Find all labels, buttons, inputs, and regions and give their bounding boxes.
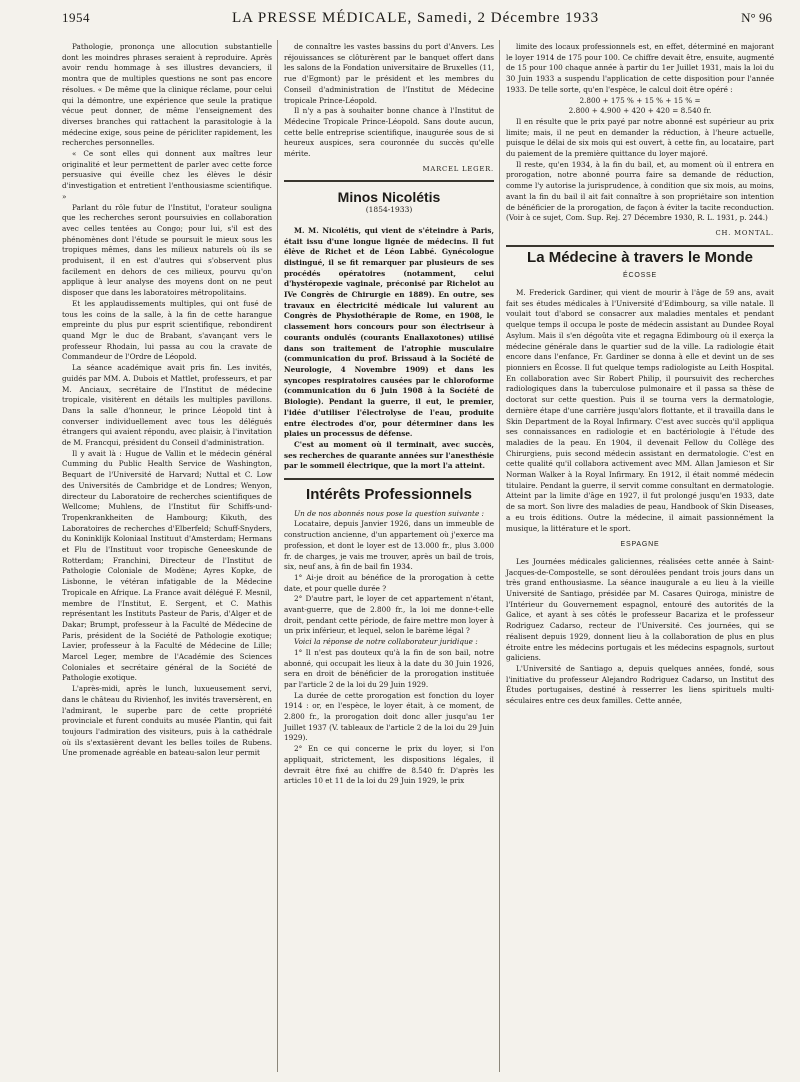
question-paragraph: Locataire, depuis Janvier 1926, dans un immeuble de construction ancienne, d'un appartement où j'exerce ma profession, et dont le loyer est de 13.000 fr., plus 3.000 fr. de charges, je vais me trouver, après un bail de trois, six, neuf ans, à fin de bail fin 1934.: [284, 519, 494, 572]
paragraph: M. Frederick Gardiner, qui vient de mourir à l'âge de 59 ans, avait fait ses études médicales à l'Université d'Edimbourg, sa ville natale. Il voulait tout d'abord se consacrer aux maladies mentales et pendant quelque temps il occupa le poste de médecin assistant au Dundee Royal Asylum. Mais il s'en dégoûta vite et regagna Edimbourg où il exerça la médecine générale dans le quartier sud de la ville. La radiologie était encore dans l'enfance, Fr. Gardiner se donna à elle et devint un de ses pionniers en Écosse. Il fut quelque temps radiologiste au Leith Hospital. En collaboration avec Sir Robert Philip, il poursuivit des recherches radiologiques dans la tuberculose pulmonaire et il passa sa thèse de doctorat sur cette question. Puis il se tourna vers la dermatologie, dernière étape d'une carrière jusqu'alors flottante, et il travailla dans le Skin Department de la Royal Infirmary. C'est avec succès qu'il appliqua ses connaissances en radiologie et en bactériologie à l'étude des maladies de la peau. En 1904, il devenait Fellow du Collège des Chirurgiens, puis second médecin assistant en dermatologie. C'est en cette qualité qu'il collabora activement avec MM. Allan Jamieson et Sir Norman Walker à la Royal Infirmary. En 1912, il était nommé médecin titulaire. Pendant la guerre, il servit comme consultant en dermatologie. Atteint par la limite d'âge en 1927, il fut prolongé jusqu'en 1933, date de sa mort. Son livre des maladies de peau, Handbook of Skin Diseases, a eu trois éditions. Outre la médecine, il aimait passionnément la musique, la littérature et le sport.: [506, 288, 774, 533]
paragraph: Il y avait là : Hugue de Vallin et le médecin général Cumming du Public Health Service de Washington, Bequart de l'Université de Harvard; Nuttal et C. Low des Universités de Cambridge et de Londres; Wenyon, directeur du Laboratoire de recherches scientifiques de Wellcome; Muhlens, de l'Institut für Schiffs-und-Tropenkrankheiten de Hambourg; Kikuth, des Laboratoires de recherches d'Elberfeld; Schuff-Snyders, du Koninklijk Koloniaal Instituut d'Amsterdam; Hermans et Flu de l'Instituut voor tropische Geneeskunde de Rotterdam; Franchini, Directeur de l'Institut de Pathologie Coloniale de Modène; Ayres Kopke, de Lisbonne, le vétéran infatigable de la Médecine Tropicale en Afrique. La France avait délégué F. Mesnil, membre de l'Institut, E. Sergent, et C. Mathis représentant les Instituts Pasteur de Paris, d'Alger et de Dakar; Brumpt, professeur à la Faculté de Médecine de Paris, président de la Société de Pathologie exotique; Lavier, professeur à la Faculté de Médecine de Lille; Marcel Leger, membre de l'Académie des Sciences Coloniales et secrétaire général de la Société de Pathologie exotique.: [62, 448, 272, 683]
paragraph: Et les applaudissements multiples, qui ont fusé de tous les coins de la salle, à la fin de cette harangue empreinte du plus pur esprit scientifique, rebondirent quand Mgr le duc de Brabant, s'avançant vers le professeur Rhodain, lui passa au cou la cravate de Commandeur de l'Ordre de Léopold.: [62, 298, 272, 362]
formula-line: 2.800 + 4.900 + 420 + 420 = 8.540 fr.: [568, 106, 712, 116]
column-rule-right: [499, 40, 500, 1072]
column-rule-left: [277, 40, 278, 1072]
paragraph: Les Journées médicales galiciennes, réalisées cette année à Saint-Jacques-de-Compostelle, se sont déroulées pendant trois jours dans un très grand enthousiasme. La séance inaugurale a eu lieu à la vieille Université de Santiago, présidée par M. Casares Quiroga, ministre de l'Intérieur du Gouvernement espagnol, entouré des autorités de la Galice, et ayant à ses côtés le professeur Bacariza et le professeur Rodriguez Cadarso, recteur de l'Université. Ces journées, qui se réalisent depuis 1929, donnent lieu à la collaboration de plus en plus étroite entre les médecins portugais et les médecins espagnols, surtout galiciens.: [506, 556, 774, 663]
obituary-dates: (1854-1933): [365, 205, 413, 215]
paragraph: La séance académique avait pris fin. Les invités, guidés par MM. A. Dubois et Mattlet, professeurs, et par M. Anciaux, secrétaire de l'Institut de médecine tropicale, visitèrent en détails les multiples pavillons. Dans la salle d'honneur, le prince Léopold tint à converser individuellement avec tous les délégués étrangers qui avaient répondu, avec plaisir, à l'invitation de M. Francqui, président du Conseil d'administration.: [62, 363, 272, 448]
paragraph: Pathologie, prononça une allocution substantielle dont les moindres phrases seraient à reproduire. Après avoir rendu hommage à ses illustres devanciers, il montra que de multiples questions ne sont pas encore résolues. « De même que la clinique réclame, pour celui qui la démontre, une expérience que seule la pratique vécue peut donner, de même l'enseignement des diverses branches qui rattachent la parasitologie à la médecine exige, sous peine de péricliter rapidement, les recherches personnelles.: [62, 42, 272, 148]
section-title-medecine-monde: La Médecine à travers le Monde: [527, 248, 753, 266]
paragraph: Il n'y a pas à souhaiter bonne chance à l'Institut de Médecine Tropicale Prince-Léopold. Sans doute aucun, cette belle entreprise scientifique, inaugurée sous de si heureux auspices, sera couronnée du succès qu'elle mérite.: [284, 106, 494, 159]
question-paragraph: 1° Ai-je droit au bénéfice de la prorogation à cette date, et pour quelle durée ?: [284, 572, 494, 593]
section-divider: [506, 245, 774, 247]
section-divider: [284, 478, 494, 480]
column-left: [62, 42, 272, 759]
page-header: [62, 10, 772, 34]
obituary-paragraph: C'est au moment où il terminait, avec succès, ses recherches de quarante années sur l'anesthésie par le sommeil électrique, que la mort l'a atteint.: [284, 439, 494, 471]
question-intro: Un de nos abonnés nous pose la question suivante :: [294, 508, 484, 518]
paragraph: Il en résulte que le prix payé par notre abonné est supérieur au prix limite; mais, il ne peut en demander la réduction, à l'heure actuelle, puisque le délai de six mois qui est ouvert, à cette fin, au locataire, part du paiement de la première quittance du loyer majoré.: [506, 116, 774, 159]
answer-paragraph: La durée de cette prorogation est fonction du loyer 1914 : or, en l'espèce, le loyer était, à ce moment, de 2.800 fr., la prorogation doit donc aller jusqu'au 1er Juillet 1937 (V. tableaux de l'article 2 de la loi du 29 Juin 1929).: [284, 690, 494, 743]
paragraph: « Ce sont elles qui donnent aux maîtres leur originalité et leur permettent de parler avec cette force persuasive qui éveille chez les élèves le désir d'investigation et entretient l'enthousiasme scientifique. »: [62, 149, 272, 201]
signature-montal: CH. MONTAL.: [715, 228, 774, 237]
section-title-interets: Intérêts Professionnels: [306, 486, 472, 504]
section-divider: [284, 180, 494, 182]
answer-paragraph: 2° En ce qui concerne le prix du loyer, si l'on appliquait, strictement, les dispositions légales, il devrait être fixé au chiffre de 8.540 fr. D'après les articles 10 et 11 de la loi du 29 Juin 1929, le prix: [284, 744, 494, 786]
paragraph: L'après-midi, après le lunch, luxueusement servi, dans le château du Rivienhof, les invités traversèrent, en l'admirant, le superbe parc de cette propriété provinciale et furent conduits au musée Plantin, qui fait toujours l'admiration des visiteurs, puis à la cathédrale où ils s'extasièrent devant les belles toiles de Rubens. Une promenade agréable en bateau-salon leur permit: [62, 684, 272, 758]
paragraph: de connaître les vastes bassins du port d'Anvers. Les réjouissances se clôturèrent par le banquet offert dans les salons de la Fondation universitaire de Bruxelles (11, rue d'Egmont) par le président et les membres du Conseil d'administration de l'Institut de Médecine tropicale Prince-Léopold.: [284, 42, 494, 105]
country-heading-espagne: ESPAGNE: [620, 541, 660, 549]
signature-marcel-leger: MARCEL LEGER.: [422, 164, 494, 173]
answer-intro: Voici la réponse de notre collaborateur juridique :: [294, 637, 478, 647]
paragraph: L'Université de Santiago a, depuis quelques années, fondé, sous l'initiative du professeur Alejandro Rodriguez Cadarso, un Institut des Études portugaises, destiné à resserrer les liens spirituels multi-séculaires entre ces deux familles. Cette année,: [506, 663, 774, 706]
paragraph: limite des locaux professionnels est, en effet, déterminé en majorant le loyer 1914 de 175 pour 100. Ce chiffre devait être, ensuite, augmenté de 15 pour 100 chaque année à partir du 1er Juillet 1931, mais la loi du 30 Juin 1933 a suspendu l'application de cette disposition pour l'année 1933. De telle sorte, qu'en l'espèce, le calcul doit être opéré :: [506, 42, 774, 94]
paragraph: Il reste, qu'en 1934, à la fin du bail, et, au moment où il entrera en prorogation, notre abonné pourra faire sa demande de réduction, comme l'y autorise la jurisprudence, à condition que six mois, au moins, avant la fin du bail il ait fait connaître à son propriétaire son intention de bénéficier de la prorogation, de façon à éviter la tacite reconduction. (Voir à ce sujet, Com. Sup. Rej. 27 Décembre 1930, R. L. 1931, p. 244.): [506, 159, 774, 223]
obituary-title: Minos Nicolétis: [337, 189, 441, 206]
obituary-paragraph: M. M. Nicolétis, qui vient de s'éteindre à Paris, était issu d'une longue lignée de médecins. Il fut élève de Richet et de Léon Labbé. Gynécologue distingué, il se fit remarquer par plusieurs de ses procédés opératoires (notamment, celui d'hystéropexie vaginale, préconisé par Richelot au IVe Congrès de Chirurgie en 1889). En outre, ses travaux en électricité médicale lui valurent au Congrès de Physiothérapie de Rome, en 1908, le classement hors concours pour son électriseur à courants ondulés (courants Enallaxotones) utilisé dans son traitement de l'atrophie musculaire (communication du prof. Brissaud à la Société de Neurologie, 4 Novembre 1909) et dans les syncopes respiratoires causées par le chloroforme (communication du 6 Juin 1908 à la Société de Biologie). Pendant la guerre, il eut, le premier, l'idée d'utiliser l'électrolyse de l'eau, produite entre électrodes d'or, pour déterminer dans les plaies un processus de défense.: [284, 225, 494, 439]
country-heading-ecosse: ÉCOSSE: [623, 272, 657, 280]
formula-line: 2.800 + 175 % + 15 % + 15 % =: [579, 95, 701, 105]
question-paragraph: 2° D'autre part, le loyer de cet appartement n'étant, avant-guerre, que de 2.800 fr., la loi me donne-t-elle droit, pendant cette période, de faire mettre mon loyer à un prix inférieur, et lequel, selon le barème légal ?: [284, 594, 494, 636]
paragraph: Parlant du rôle futur de l'Institut, l'orateur souligna que les recherches seront poursuivies en collaboration avec celles tentées au Congo; pour lui, s'il est des phénomènes dont l'étude se poursuit le mieux sous les tropiques mêmes, dans les milieux naturels où ils se produisent, il en est d'autres qui s'observent plus facilement en dehors de ces milieux, pourvu qu'on applique à leur analyse des moyens dont on ne peut disposer que dans les laboratoires métropolitains.: [62, 202, 272, 298]
issue-number: N° 96: [741, 10, 772, 25]
journal-title: LA PRESSE MÉDICALE, Samedi, 2 Décembre 1933: [232, 10, 600, 26]
column-right: [506, 42, 774, 707]
page-number: 1954: [62, 10, 90, 25]
column-middle: [284, 42, 494, 787]
answer-paragraph: 1° Il n'est pas douteux qu'à la fin de son bail, notre abonné, qui occupait les lieux à la date du 30 Juin 1926, sera en droit de bénéficier de la prorogation instituée par l'article 2 de la loi du 29 Juin 1929.: [284, 647, 494, 689]
